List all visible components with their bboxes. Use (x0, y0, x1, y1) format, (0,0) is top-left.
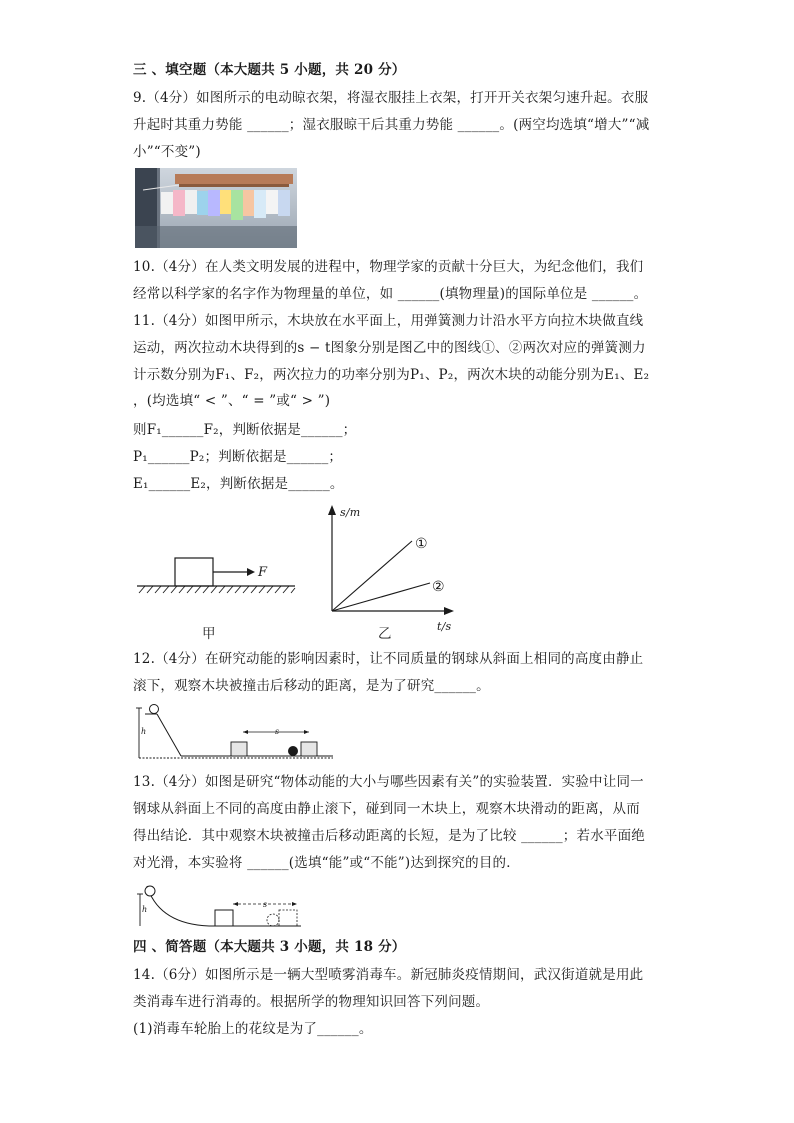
steel-ball-final (267, 914, 279, 926)
q12-ramp-diagram (135, 704, 335, 762)
graph-line-1 (332, 541, 412, 611)
section-3-title: 三 、填空题（本大题共 5 小题，共 20 分） (133, 62, 406, 78)
wood-block (175, 558, 213, 586)
q9-line-1: 9.（4分）如图所示的电动晾衣架，将湿衣服挂上衣架，打开开关衣架匀速升起。衣服 (133, 90, 649, 106)
q13-height-label: h (142, 905, 148, 914)
q14-line-1: 14.（6分）如图所示是一辆大型喷雾消毒车。新冠肺炎疫情期间，武汉街道就是用此 (133, 967, 644, 983)
q13-line-2: 钢球从斜面上不同的高度由静止滚下，碰到同一木块上，观察木块滑动的距离，从而 (133, 801, 640, 817)
q9-line-2: 升起时其重力势能 ______；湿衣服晾干后其重力势能 ______。(两空均选填“增大”“减 (133, 117, 650, 133)
q13-line-4: 对光滑，本实验将 ______(选填“能”或“不能”)达到探究的目的． (133, 855, 520, 871)
q12-line-2: 滚下，观察木块被撞击后移动的距离，是为了研究______。 (133, 678, 490, 694)
force-arrow-icon (247, 568, 255, 576)
graph-line-2 (332, 583, 430, 611)
figure-jia-label: 甲 (202, 626, 216, 642)
steel-ball-rolling (288, 746, 298, 756)
wood-block-start (215, 910, 233, 926)
q11-line-4: ，(均选填“ < ”、“ = ”或“ > ”) (133, 393, 331, 409)
wood-block-end (301, 742, 317, 756)
x-axis-label: t/s (437, 620, 452, 633)
q10-line-1: 10.（4分）在人类文明发展的进程中，物理学家的贡献十分巨大，为纪念他们，我们 (133, 259, 644, 275)
q10-line-2: 经常以科学家的名字作为物理量的单位，如 ______(填物理量)的国际单位是 ______。 (133, 286, 648, 302)
q9-line-3: 小”“不变”) (133, 144, 201, 160)
q11-line-6: P₁______P₂；判断依据是______； (133, 449, 343, 465)
x-axis-arrow-icon (444, 607, 454, 615)
force-label: F (258, 565, 268, 580)
drying-rack-photo (135, 168, 297, 248)
q13-distance-label: s (263, 900, 268, 909)
q13-curved-ramp-diagram (135, 880, 305, 930)
q14-line-2: 类消毒车进行消毒的。根据所学的物理知识回答下列问题。 (133, 994, 490, 1010)
figure-yi-label: 乙 (378, 626, 392, 642)
q13-line-1: 13.（4分）如图是研究“物体动能的大小与哪些因素有关”的实验装置．实验中让同一 (133, 774, 644, 790)
q13-line-3: 得出结论．其中观察木块被撞击后移动距离的长短，是为了比较 ______；若水平面绝 (133, 828, 645, 844)
wood-block-start (231, 742, 247, 756)
graph-line-1-label: ① (415, 536, 428, 552)
steel-ball (145, 886, 155, 896)
q12-line-1: 12.（4分）在研究动能的影响因素时，让不同质量的钢球从斜面上相同的高度由静止 (133, 651, 644, 667)
section-4-title: 四 、简答题（本大题共 3 小题，共 18 分） (133, 939, 406, 955)
q11-line-2: 运动，两次拉动木块得到的s − t图象分别是图乙中的图线①、②两次对应的弹簧测力 (133, 340, 646, 356)
q11-line-7: E₁______E₂，判断依据是______。 (133, 476, 344, 492)
figure-jia-block-diagram (135, 548, 300, 603)
wood-block-end (279, 910, 297, 926)
ground-hatching (139, 586, 295, 593)
q14-line-3: (1)消毒车轮胎上的花纹是为了______。 (133, 1021, 373, 1037)
y-axis-arrow-icon (328, 505, 336, 515)
graph-line-2-label: ② (432, 579, 445, 595)
q11-line-1: 11.（4分）如图甲所示，木块放在水平面上，用弹簧测力计沿水平方向拉木块做直线 (133, 313, 644, 329)
q11-line-3: 计示数分别为F₁、F₂，两次拉力的功率分别为P₁、P₂，两次木块的动能分别为E₁、E₂ (133, 367, 650, 383)
q12-height-label: h (141, 727, 147, 736)
y-axis-label: s/m (340, 506, 361, 519)
steel-ball (150, 705, 159, 714)
q11-line-5: 则F₁______F₂，判断依据是______； (133, 422, 357, 438)
q12-distance-label: s (275, 727, 280, 736)
